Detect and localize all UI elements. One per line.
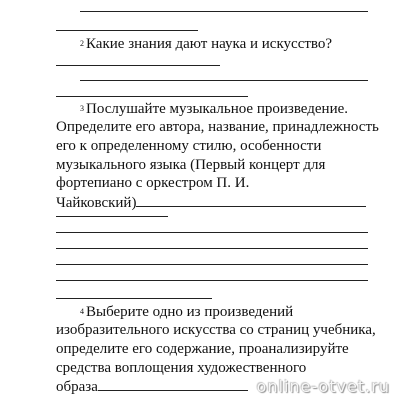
question-3-line-4: музыкального языка (Первый концерт для [56, 157, 326, 173]
question-4-line-4: средства воплощения художественного [56, 360, 307, 376]
question-3-line-1 [80, 99, 348, 119]
question-4-line-2: изобразительного искусства со страниц учебника, [56, 322, 376, 338]
question-3-line-2: Определите его автора, название, принадлежность [56, 119, 379, 135]
question-text: Послушайте музыкальное произведение. [86, 101, 349, 117]
question-3-line-5: фортепиано с оркестром П. И. [56, 175, 250, 191]
answer-line [80, 80, 368, 81]
question-text: Выберите одно из произведений [86, 304, 294, 320]
answer-line [56, 65, 220, 66]
answer-line [56, 248, 368, 249]
question-number: 2 [80, 39, 84, 48]
answer-line [56, 30, 198, 31]
question-2 [80, 34, 332, 54]
question-text: образа [56, 379, 98, 395]
answer-line [56, 280, 368, 281]
answer-line [80, 11, 368, 12]
question-3-line-6 [56, 193, 366, 213]
answer-blank [98, 377, 248, 391]
question-number: 3 [80, 104, 84, 113]
question-number: 4 [80, 307, 84, 316]
question-4-line-3: определите его содержание, проанализируйте [56, 341, 349, 357]
answer-blank [136, 193, 366, 207]
answer-line [56, 232, 368, 233]
question-4-line-1 [80, 302, 293, 322]
question-4-line-5 [56, 377, 248, 397]
answer-line [56, 216, 168, 217]
question-text: Какие знания дают наука и искусство? [86, 36, 333, 52]
question-3-line-3: его к определенному стилю, особенности [56, 138, 322, 154]
answer-line [56, 96, 248, 97]
question-text: Чайковский) [56, 195, 137, 211]
watermark: online-otvet.ru [256, 377, 390, 396]
answer-line [56, 298, 212, 299]
answer-line [56, 264, 368, 265]
